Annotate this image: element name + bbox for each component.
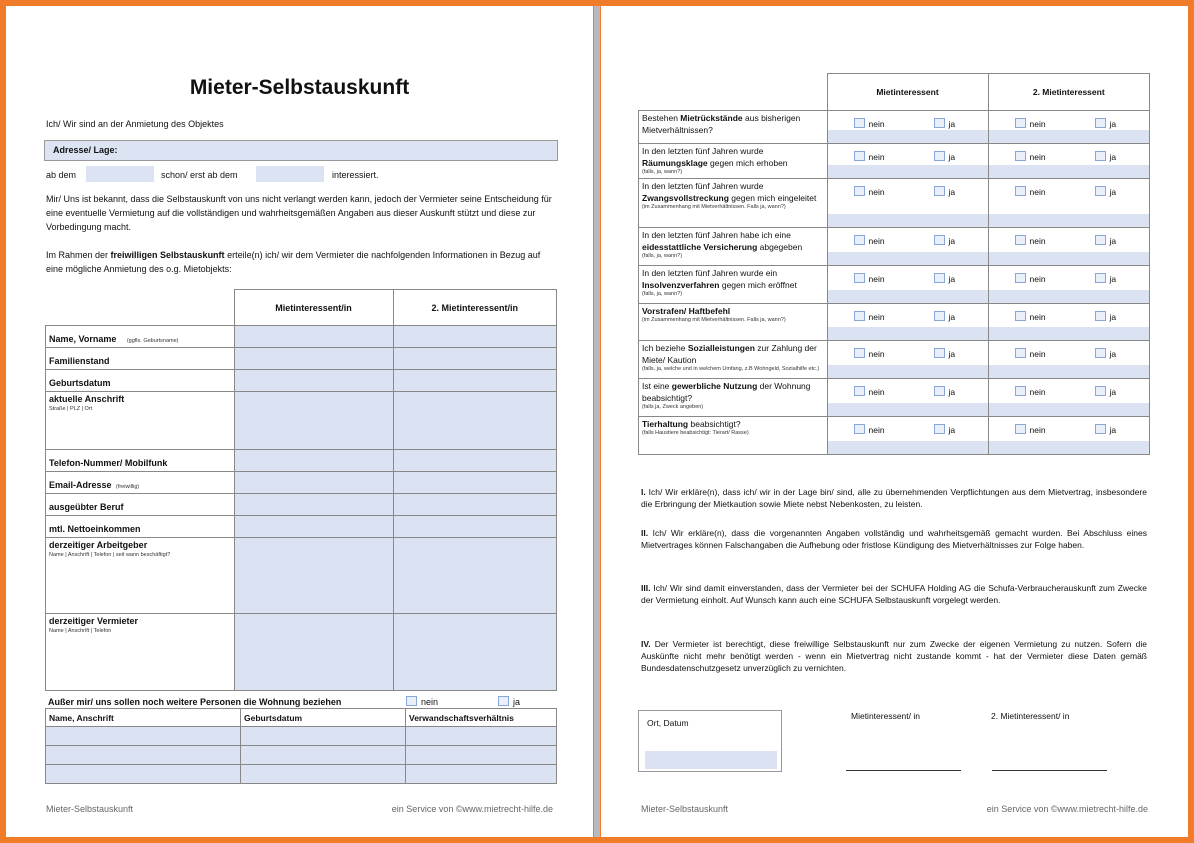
option-ja[interactable]: ja bbox=[934, 186, 956, 198]
answer-cell bbox=[988, 111, 1150, 144]
answer-cell bbox=[988, 144, 1150, 179]
answer-detail-field[interactable] bbox=[989, 130, 1150, 143]
answer-cell bbox=[988, 304, 1150, 341]
question-note: (falls ja, Zweck angeben) bbox=[642, 404, 704, 410]
question-note: (im Zusammenhang mit Mietverhältnissen. Falls ja, wann?) bbox=[642, 204, 786, 210]
persons-ja[interactable]: ja bbox=[498, 695, 520, 709]
checkbox[interactable] bbox=[1015, 348, 1026, 358]
option-nein[interactable]: nein bbox=[1015, 118, 1046, 130]
input-cell[interactable] bbox=[406, 746, 557, 765]
footer-left: Mieter-Selbstauskunft bbox=[641, 804, 729, 814]
checkbox[interactable] bbox=[934, 273, 945, 283]
persons-nein[interactable]: nein bbox=[406, 695, 438, 709]
option-nein[interactable]: nein bbox=[854, 151, 885, 163]
signature-line-2[interactable] bbox=[992, 770, 1107, 771]
input-cell[interactable] bbox=[46, 765, 241, 784]
option-nein[interactable]: nein bbox=[1015, 151, 1046, 163]
input-cell[interactable] bbox=[234, 472, 393, 494]
option-ja[interactable]: ja bbox=[1095, 186, 1117, 198]
row-label: Geburtsdatum bbox=[46, 370, 235, 392]
question-row bbox=[639, 111, 1150, 144]
question-label: Ich beziehe Sozialleistungen zur Zahlung der Miete/ Kaution (falls, ja, welche und in welchem Umfang, z.B Wohngeld, Sozialhilfe etc.) bbox=[639, 341, 828, 379]
option-nein[interactable]: nein bbox=[1015, 424, 1046, 436]
option-ja[interactable]: ja bbox=[934, 348, 956, 360]
checkbox[interactable] bbox=[1095, 118, 1106, 128]
input-cell[interactable] bbox=[234, 326, 393, 348]
option-ja[interactable]: ja bbox=[1095, 348, 1117, 360]
row-label: Familienstand bbox=[46, 348, 235, 370]
persons-question: Außer mir/ uns sollen noch weitere Personen die Wohnung beziehen bbox=[48, 697, 342, 707]
input-cell[interactable] bbox=[234, 516, 393, 538]
checkbox[interactable] bbox=[1095, 311, 1106, 321]
input-cell[interactable] bbox=[393, 538, 557, 614]
question-row bbox=[639, 266, 1150, 304]
question-label: In den letzten fünf Jahren wurde Zwangsvollstreckung gegen mich eingeleitet (im Zusammenhang mit Mietverhältnissen. Falls ja, wann?) bbox=[639, 179, 828, 228]
option-ja[interactable]: ja bbox=[934, 235, 956, 247]
answer-detail-field[interactable] bbox=[989, 214, 1150, 227]
option-nein[interactable]: nein bbox=[854, 348, 885, 360]
checkbox[interactable] bbox=[1015, 235, 1026, 245]
footer-right: ein Service von ©www.mietrecht-hilfe.de bbox=[986, 804, 1148, 814]
document-title: Mieter-Selbstauskunft bbox=[189, 76, 410, 99]
question-row bbox=[639, 144, 1150, 179]
checkbox[interactable] bbox=[1095, 273, 1106, 283]
header-applicant-1: Mietinteressent/in bbox=[234, 290, 393, 326]
input-cell[interactable] bbox=[393, 614, 557, 691]
answer-detail-field[interactable] bbox=[828, 327, 988, 340]
signature-line-1[interactable] bbox=[846, 770, 961, 771]
input-cell[interactable] bbox=[46, 746, 241, 765]
checkbox[interactable] bbox=[1015, 186, 1026, 196]
checkbox[interactable] bbox=[934, 186, 945, 196]
row-label: aktuelle Anschrift Straße | PLZ | Ort bbox=[46, 392, 235, 450]
checkbox[interactable] bbox=[854, 273, 865, 283]
option-ja[interactable]: ja bbox=[934, 273, 956, 285]
input-cell[interactable] bbox=[393, 348, 557, 370]
checkbox[interactable] bbox=[1095, 186, 1106, 196]
question-row bbox=[639, 379, 1150, 417]
answer-cell bbox=[827, 304, 988, 341]
ab-dem-label: ab dem bbox=[46, 170, 77, 180]
paragraph-2-c: erteile(n) ich/ wir dem Vermieter die nachfolgenden Informationen in Bezug auf eine mögliche Anmietung des o.g. Mietobjekts: bbox=[46, 250, 541, 274]
ort-datum-box[interactable] bbox=[638, 710, 782, 772]
option-nein[interactable]: nein bbox=[1015, 348, 1046, 360]
paragraph-2 bbox=[46, 248, 556, 276]
row-label: ausgeübter Beruf bbox=[46, 494, 235, 516]
answer-cell bbox=[827, 228, 988, 266]
declaration-3: III. Ich/ Wir sind damit einverstanden, dass der Vermieter bei der SCHUFA Holding AG die Schufa-Verbraucherauskunft zum Zwecke der Vermietung einholt. Auf Wunsch kann auch eine SCHUFA Selbstauskunft vorgelegt werden. bbox=[641, 583, 1147, 605]
input-cell[interactable] bbox=[241, 727, 406, 746]
input-cell[interactable] bbox=[393, 392, 557, 450]
option-ja[interactable]: ja bbox=[1095, 235, 1117, 247]
header-applicant-2: 2. Mietinteressent/in bbox=[393, 290, 557, 326]
schon-label: schon/ erst ab dem bbox=[161, 170, 238, 180]
intro-text: Ich/ Wir sind an der Anmietung des Objektes bbox=[46, 119, 224, 129]
checkbox[interactable] bbox=[934, 348, 945, 358]
checkbox[interactable] bbox=[1095, 348, 1106, 358]
checkbox[interactable] bbox=[1015, 386, 1026, 396]
option-nein[interactable]: nein bbox=[854, 424, 885, 436]
option-ja[interactable]: ja bbox=[1095, 311, 1117, 323]
checkbox[interactable] bbox=[406, 696, 417, 706]
answer-cell bbox=[988, 179, 1150, 228]
input-cell[interactable] bbox=[241, 746, 406, 765]
answer-detail-field[interactable] bbox=[828, 214, 988, 227]
answer-detail-field[interactable] bbox=[828, 403, 988, 416]
checkbox[interactable] bbox=[854, 118, 865, 128]
answer-cell bbox=[827, 417, 988, 455]
question-note: (falls, ja, wann?) bbox=[642, 253, 683, 259]
applicant-table bbox=[45, 289, 557, 691]
answer-cell bbox=[827, 144, 988, 179]
signature-label-2: 2. Mietinteressent/ in bbox=[991, 711, 1070, 721]
answer-detail-field[interactable] bbox=[828, 365, 988, 378]
checkbox[interactable] bbox=[934, 424, 945, 434]
row-label: Name, Vorname (ggfls. Geburtsname) bbox=[46, 326, 235, 348]
checkbox[interactable] bbox=[854, 186, 865, 196]
option-ja[interactable]: ja bbox=[934, 311, 956, 323]
question-label: Ist eine gewerbliche Nutzung der Wohnung beabsichtigt? (falls ja, Zweck angeben) bbox=[639, 379, 828, 417]
answer-detail-field[interactable] bbox=[828, 290, 988, 303]
input-cell[interactable] bbox=[393, 516, 557, 538]
paragraph-2-a: Im Rahmen der bbox=[46, 250, 111, 260]
option-ja[interactable]: ja bbox=[934, 151, 956, 163]
answer-detail-field[interactable] bbox=[828, 441, 988, 454]
row-label: mtl. Nettoeinkommen bbox=[46, 516, 235, 538]
answer-cell bbox=[988, 228, 1150, 266]
persons-header: Geburtsdatum bbox=[241, 709, 406, 727]
checkbox[interactable] bbox=[934, 118, 945, 128]
checkbox[interactable] bbox=[934, 151, 945, 161]
input-cell[interactable] bbox=[46, 727, 241, 746]
answer-cell bbox=[988, 417, 1150, 455]
option-nein[interactable]: nein bbox=[1015, 386, 1046, 398]
question-label: Vorstrafen/ Haftbefehl (im Zusammenhang mit Mietverhältnissen. Falls ja, wann?) bbox=[639, 304, 828, 341]
option-ja[interactable]: ja bbox=[1095, 386, 1117, 398]
option-nein[interactable]: nein bbox=[854, 311, 885, 323]
checkbox[interactable] bbox=[854, 424, 865, 434]
question-note: (falls, ja, wann?) bbox=[642, 291, 683, 297]
page-right bbox=[601, 6, 1188, 837]
input-cell[interactable] bbox=[234, 614, 393, 691]
paragraph-1: Mir/ Uns ist bekannt, dass die Selbstauskunft von uns nicht verlangt werden kann, jedoch der Vermieter seine Entscheidung für eine eventuelle Vermietung auf die vollständigen und wahrheitsgemäßen Angaben aus dieser Auskunft stützt und diese zur Vorbedingung macht. bbox=[46, 194, 552, 232]
input-cell[interactable] bbox=[234, 370, 393, 392]
input-cell[interactable] bbox=[406, 727, 557, 746]
option-ja[interactable]: ja bbox=[934, 118, 956, 130]
option-ja[interactable]: ja bbox=[934, 386, 956, 398]
answer-detail-field[interactable] bbox=[989, 290, 1150, 303]
option-nein[interactable]: nein bbox=[1015, 235, 1046, 247]
answer-detail-field[interactable] bbox=[828, 165, 988, 178]
answer-detail-field[interactable] bbox=[989, 252, 1150, 265]
header-applicant-1: Mietinteressent bbox=[827, 74, 988, 111]
checkbox[interactable] bbox=[1015, 424, 1026, 434]
option-ja[interactable]: ja bbox=[1095, 118, 1117, 130]
row-label: Telefon-Nummer/ Mobilfunk bbox=[46, 450, 235, 472]
checkbox[interactable] bbox=[498, 696, 509, 706]
answer-detail-field[interactable] bbox=[989, 441, 1150, 454]
checkbox[interactable] bbox=[934, 235, 945, 245]
answer-cell bbox=[827, 341, 988, 379]
question-label: In den letzten fünf Jahren wurde ein Insolvenzverfahren gegen mich eröffnet (falls, ja, wann?) bbox=[639, 266, 828, 304]
answer-cell bbox=[827, 379, 988, 417]
interessiert-label: interessiert. bbox=[332, 170, 379, 180]
row-label: derzeitiger Vermieter Name | Anschrift | Telefon bbox=[46, 614, 235, 691]
input-cell[interactable] bbox=[234, 494, 393, 516]
input-cell[interactable] bbox=[393, 370, 557, 392]
persons-table bbox=[45, 708, 557, 784]
answer-cell bbox=[988, 341, 1150, 379]
input-cell[interactable] bbox=[393, 472, 557, 494]
option-nein[interactable]: nein bbox=[854, 273, 885, 285]
declaration-2: II. Ich/ Wir erkläre(n), dass die vorgenannten Angaben vollständig und wahrheitsgemäß gemacht wurden. Bei Abschluss eines Mietvertrages können Falschangaben die Aufhebung oder fristlose Kündigung des Mietverhältnisses zur Folge haben. bbox=[641, 528, 1147, 550]
question-label: Tierhaltung beabsichtigt? (falls Haustiere beabsichtigt: Tierart/ Rasse) bbox=[639, 417, 828, 455]
checkbox[interactable] bbox=[934, 386, 945, 396]
option-nein[interactable]: nein bbox=[1015, 311, 1046, 323]
checkbox[interactable] bbox=[854, 151, 865, 161]
question-note: (im Zusammenhang mit Mietverhältnissen. Falls ja, wann?) bbox=[642, 317, 786, 323]
footer-left: Mieter-Selbstauskunft bbox=[46, 804, 134, 814]
checkbox[interactable] bbox=[1015, 273, 1026, 283]
input-cell[interactable] bbox=[393, 450, 557, 472]
question-note: (falls, ja, welche und in welchem Umfang, z.B Wohngeld, Sozialhilfe etc.) bbox=[642, 366, 820, 372]
option-ja[interactable]: ja bbox=[934, 424, 956, 436]
row-label: Email-Adresse (freiwillig) bbox=[46, 472, 235, 494]
question-note: (falls Haustiere beabsichtigt: Tierart/ Rasse) bbox=[642, 430, 749, 436]
checkbox[interactable] bbox=[854, 348, 865, 358]
input-cell[interactable] bbox=[234, 450, 393, 472]
answer-cell bbox=[988, 266, 1150, 304]
option-nein[interactable]: nein bbox=[854, 235, 885, 247]
paragraph-2-bold: freiwilligen Selbstauskunft bbox=[110, 250, 225, 260]
question-label: Bestehen Mietrückstände aus bisherigen Mietverhältnissen? bbox=[639, 111, 828, 144]
checkbox[interactable] bbox=[1095, 151, 1106, 161]
answer-detail-field[interactable] bbox=[989, 165, 1150, 178]
schon-field[interactable] bbox=[256, 166, 324, 182]
footer-right: ein Service von ©www.mietrecht-hilfe.de bbox=[391, 804, 553, 814]
address-label: Adresse/ Lage: bbox=[53, 145, 118, 155]
row-label: derzeitiger Arbeitgeber Name | Anschrift | Telefon | seit wann beschäftigt? bbox=[46, 538, 235, 614]
checkbox[interactable] bbox=[854, 386, 865, 396]
question-row bbox=[639, 228, 1150, 266]
input-cell[interactable] bbox=[234, 392, 393, 450]
input-cell[interactable] bbox=[406, 765, 557, 784]
checkbox[interactable] bbox=[1015, 118, 1026, 128]
persons-header: Name, Anschrift bbox=[46, 709, 241, 727]
ab-dem-field[interactable] bbox=[86, 166, 154, 182]
checkbox[interactable] bbox=[854, 235, 865, 245]
questions-table bbox=[638, 73, 1150, 455]
signature-label-1: Mietinteressent/ in bbox=[851, 711, 920, 721]
answer-detail-field[interactable] bbox=[828, 130, 988, 143]
checkbox[interactable] bbox=[1095, 235, 1106, 245]
checkbox[interactable] bbox=[1015, 151, 1026, 161]
ort-datum-field[interactable] bbox=[645, 751, 777, 769]
question-row bbox=[639, 179, 1150, 228]
input-cell[interactable] bbox=[241, 765, 406, 784]
answer-detail-field[interactable] bbox=[989, 403, 1150, 416]
persons-header: Verwandschaftsverhältnis bbox=[406, 709, 557, 727]
question-note: (falls, ja, wann?) bbox=[642, 169, 683, 175]
answer-detail-field[interactable] bbox=[989, 365, 1150, 378]
declaration-4: IV. Der Vermieter ist berechtigt, diese freiwillige Selbstauskunft nur zum Zwecke der eigenen Vermietung zu nutzen. Sofern die Auskünfte nicht mehr benötigt werden - wenn ein Mietvertrag nicht zustande kommt - hat der Vermieter diese Daten gemäß Bundesdatenschutzgesetz unverzüglich zu vernichten. bbox=[641, 639, 1147, 673]
checkbox[interactable] bbox=[1095, 424, 1106, 434]
page-left bbox=[6, 6, 593, 837]
option-ja[interactable]: ja bbox=[1095, 273, 1117, 285]
input-cell[interactable] bbox=[393, 326, 557, 348]
answer-cell bbox=[988, 379, 1150, 417]
question-label: In den letzten fünf Jahren habe ich eine eidesstattliche Versicherung abgegeben (falls, ja, wann?) bbox=[639, 228, 828, 266]
answer-cell bbox=[827, 266, 988, 304]
answer-cell bbox=[827, 111, 988, 144]
option-nein[interactable]: nein bbox=[1015, 186, 1046, 198]
checkbox[interactable] bbox=[1015, 311, 1026, 321]
declaration-1: I. Ich/ Wir erkläre(n), dass ich/ wir in der Lage bin/ sind, alle zu übernehmenden Verpflichtungen aus dem Mietvertrag, insbesondere die Erbringung der Mietkaution sowie Miete nebst Nebenkosten, zu leisten. bbox=[641, 487, 1147, 509]
option-nein[interactable]: nein bbox=[1015, 273, 1046, 285]
input-cell[interactable] bbox=[393, 494, 557, 516]
answer-detail-field[interactable] bbox=[828, 252, 988, 265]
question-row bbox=[639, 341, 1150, 379]
page-divider bbox=[594, 6, 600, 837]
checkbox[interactable] bbox=[1095, 386, 1106, 396]
answer-cell bbox=[827, 179, 988, 228]
answer-detail-field[interactable] bbox=[989, 327, 1150, 340]
checkbox[interactable] bbox=[934, 311, 945, 321]
question-label: In den letzten fünf Jahren wurde Räumungsklage gegen mich erhoben (falls, ja, wann?) bbox=[639, 144, 828, 179]
option-nein[interactable]: nein bbox=[854, 386, 885, 398]
header-applicant-2: 2. Mietinteressent bbox=[988, 74, 1150, 111]
option-ja[interactable]: ja bbox=[1095, 424, 1117, 436]
option-nein[interactable]: nein bbox=[854, 186, 885, 198]
ort-datum-label: Ort, Datum bbox=[647, 718, 689, 728]
option-nein[interactable]: nein bbox=[854, 118, 885, 130]
question-row bbox=[639, 417, 1150, 455]
address-field[interactable] bbox=[44, 140, 558, 161]
question-row bbox=[639, 304, 1150, 341]
input-cell[interactable] bbox=[234, 348, 393, 370]
option-ja[interactable]: ja bbox=[1095, 151, 1117, 163]
input-cell[interactable] bbox=[234, 538, 393, 614]
checkbox[interactable] bbox=[854, 311, 865, 321]
